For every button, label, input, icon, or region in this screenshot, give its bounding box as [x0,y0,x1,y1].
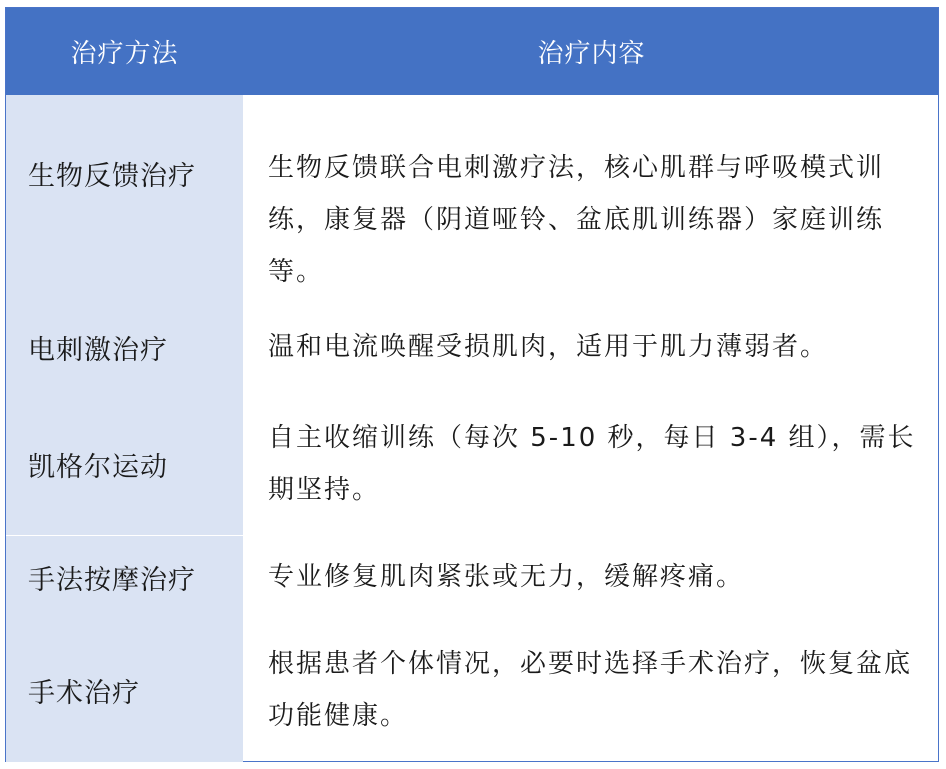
table-row-content: 生物反馈联合电刺激疗法，核心肌群与呼吸模式训练，康复器（阴道哑铃、盆底肌训练器）家庭训练等。 [268,153,885,287]
table-header [6,8,938,95]
table-row-method: 手术治疗 [28,677,140,709]
row-divider [6,535,243,536]
treatment-table [5,7,939,762]
table-row-method: 电刺激治疗 [28,334,168,366]
table-row-content: 温和电流唤醒受损肌肉，适用于肌力薄弱者。 [268,332,829,362]
table-row-method: 凯格尔运动 [28,451,168,483]
table-row-content: 专业修复肌肉紧张或无力，缓解疼痛。 [268,562,745,592]
table-row-content: 根据患者个体情况，必要时选择手术治疗，恢复盆底功能健康。 [268,649,913,731]
header-treatment-content: 治疗内容 [537,39,646,69]
table-row-content: 自主收缩训练（每次 5-10 秒，每日 3-4 组），需长期坚持。 [268,423,916,505]
table-row-method: 手法按摩治疗 [28,564,196,596]
header-treatment-method: 治疗方法 [70,39,179,69]
table-row-method: 生物反馈治疗 [28,160,196,192]
